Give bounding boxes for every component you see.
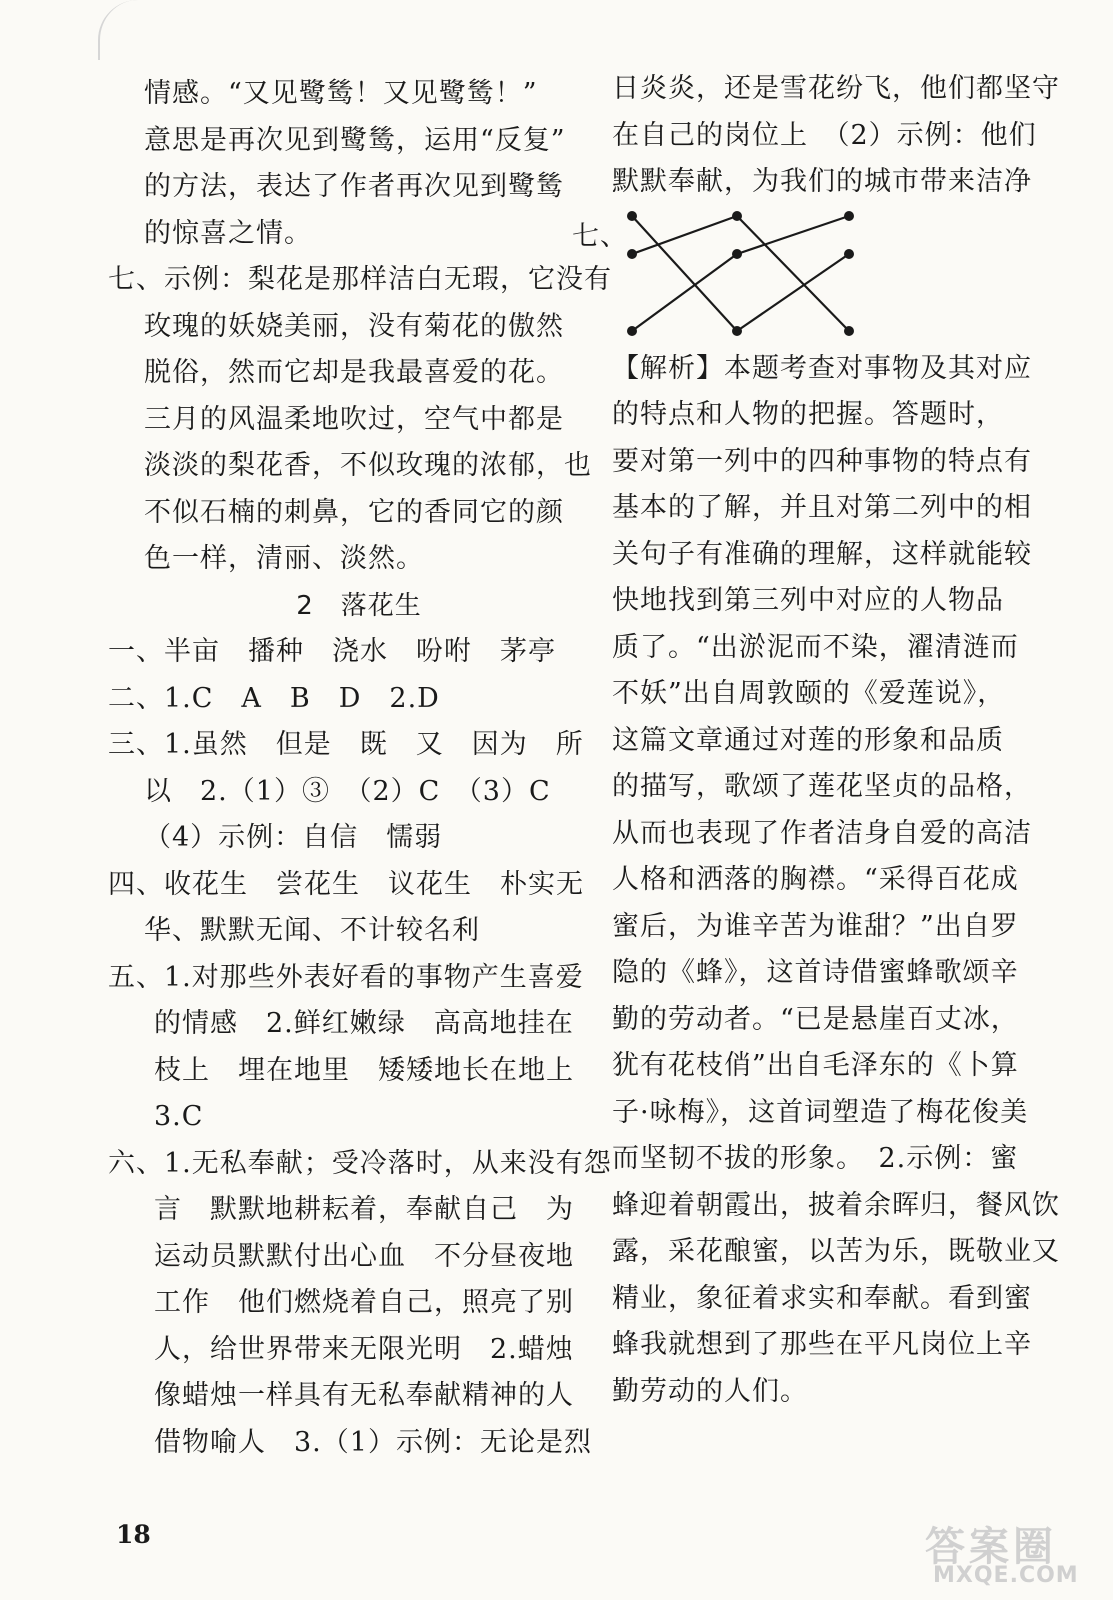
text-line: 七、示例：梨花是那样洁白无瑕，它没有: [108, 264, 612, 295]
text-line: 快地找到第三列中对应的人物品: [612, 585, 1004, 616]
text-line: 勤的劳动者。“已是悬崖百丈冰，: [612, 1003, 1019, 1035]
text-line: 蜂迎着朝霞出，披着余晖归，餐风饮: [612, 1189, 1060, 1221]
text-line: 言 默默地耕耘着，奉献自己 为: [154, 1194, 574, 1225]
text-line: 六、1.无私奉献；受冷落时，从来没有怨: [108, 1147, 612, 1179]
watermark-url: MXQE.COM: [933, 1563, 1079, 1588]
text-line: 以 2.（1）③ （2）C （3）C: [144, 775, 551, 807]
text-line: 这篇文章通过对莲的形象和品质: [612, 724, 1004, 756]
right-column-analysis: [612, 346, 1060, 1416]
text-line: 基本的了解，并且对第二列中的相: [612, 492, 1032, 523]
text-line: 像蜡烛一样具有无私奉献精神的人: [154, 1380, 574, 1411]
matching-lines-diagram: [612, 206, 872, 341]
match-line: [632, 216, 737, 254]
text-line: 借物喻人 3.（1）示例：无论是烈: [154, 1426, 592, 1458]
match-line: [737, 216, 849, 254]
matching-diagram: [572, 206, 1052, 346]
text-line: （4）示例：自信 懦弱: [144, 822, 443, 853]
match-dot: [844, 211, 854, 221]
text-line: 的惊喜之情。: [144, 217, 312, 249]
text-line: 不似石楠的刺鼻，它的香同它的颜: [144, 496, 564, 528]
match-dot: [844, 326, 854, 336]
text-line: 二、1.C A B D 2.D: [108, 682, 440, 714]
text-line: 的方法，表达了作者再次见到鹭鸶: [144, 171, 564, 202]
text-line: 蜂我就想到了那些在平凡岗位上辛: [612, 1329, 1032, 1360]
text-line: 而坚韧不拔的形象。 2.示例：蜜: [612, 1143, 1019, 1174]
watermark-logo: [925, 1515, 1105, 1600]
text-line: 淡淡的梨花香，不似玫瑰的浓郁，也: [144, 450, 592, 481]
match-dot: [627, 326, 637, 336]
text-line: 人格和洒落的胸襟。“采得百花成: [612, 864, 1019, 895]
text-line: 华、默默无闻、不计较名利: [144, 915, 480, 946]
text-line: 勤劳动的人们。: [612, 1375, 808, 1407]
text-line: 质了。“出淤泥而不染，濯清涟而: [612, 631, 1019, 663]
text-line: 脱俗，然而它却是我最喜爱的花。: [144, 357, 564, 388]
text-line: 四、收花生 尝花生 议花生 朴实无: [108, 868, 584, 900]
text-line: 的描写，歌颂了莲花坚贞的品格，: [612, 771, 1032, 802]
match-dot: [627, 211, 637, 221]
match-line: [632, 254, 737, 331]
text-line: 露，采花酿蜜，以苦为乐，既敬业又: [612, 1236, 1060, 1267]
text-line: 子·咏梅》，这首词塑造了梅花俊美: [612, 1096, 1029, 1128]
match-dot: [732, 326, 742, 336]
text-line: 工作 他们燃烧着自己，照亮了别: [154, 1287, 574, 1318]
match-dot: [732, 249, 742, 259]
match-dot: [844, 249, 854, 259]
text-line: 3.C: [154, 1101, 204, 1132]
text-line: 意思是再次见到鹭鸶，运用“反复”: [144, 124, 566, 156]
text-line: 的特点和人物的把握。答题时，: [612, 399, 1004, 430]
text-line: 犹有花枝俏”出自毛泽东的《卜算: [612, 1050, 1019, 1081]
text-line: 情感。“又见鹭鸶！又见鹭鸶！”: [144, 78, 538, 109]
right-column: [572, 66, 1060, 1415]
text-line: 人，给世界带来无限光明 2.蜡烛: [154, 1333, 574, 1365]
match-line: [737, 216, 849, 331]
match-line: [737, 254, 849, 331]
text-line: 色一样，清丽、淡然。: [144, 543, 424, 574]
text-line: 在自己的岗位上 （2）示例：他们: [612, 119, 1037, 151]
watermark-text: 答案圈: [925, 1524, 1057, 1570]
text-line: 默默奉献，为我们的城市带来洁净: [612, 166, 1032, 197]
text-line: 从而也表现了作者洁身自爱的高洁: [612, 817, 1032, 849]
text-line: 一、半亩 播种 浇水 吩咐 茅亭: [108, 636, 556, 667]
text-line: 玫瑰的妖娆美丽，没有菊花的傲然: [144, 310, 564, 342]
text-line: 三、1.虽然 但是 既 又 因为 所: [108, 729, 584, 760]
text-line: 日炎炎，还是雪花纷飞，他们都坚守: [612, 73, 1060, 104]
left-column: [108, 71, 612, 1466]
match-dot: [732, 211, 742, 221]
text-line: 隐的《蜂》，这首诗借蜜蜂歌颂辛: [612, 957, 1019, 988]
question-seven-label: 七、: [572, 220, 628, 252]
right-column-top: [612, 66, 1060, 206]
text-line: 三月的风温柔地吹过，空气中都是: [144, 403, 564, 435]
decorative-frame: [98, 0, 560, 60]
match-dot: [627, 249, 637, 259]
text-line: 精业，象征着求实和奉献。看到蜜: [612, 1282, 1032, 1314]
page-number: 18: [116, 1520, 151, 1549]
text-line: 要对第一列中的四种事物的特点有: [612, 445, 1032, 477]
text-line: 不妖”出自周敦颐的《爱莲说》，: [612, 678, 1006, 709]
text-line: 蜜后，为谁辛苦为谁甜？”出自罗: [612, 910, 1019, 942]
text-line: 【解析】本题考查对事物及其对应: [612, 352, 1032, 384]
text-line: 关句子有准确的理解，这样就能较: [612, 538, 1032, 570]
text-line: 五、1.对那些外表好看的事物产生喜爱: [108, 961, 584, 993]
match-line: [632, 216, 737, 331]
text-line: 的情感 2.鲜红嫩绿 高高地挂在: [154, 1008, 574, 1039]
text-line: 运动员默默付出心血 不分昼夜地: [154, 1240, 574, 1272]
text-line: 2 落花生: [296, 590, 422, 621]
text-line: 枝上 埋在地里 矮矮地长在地上: [154, 1054, 574, 1086]
